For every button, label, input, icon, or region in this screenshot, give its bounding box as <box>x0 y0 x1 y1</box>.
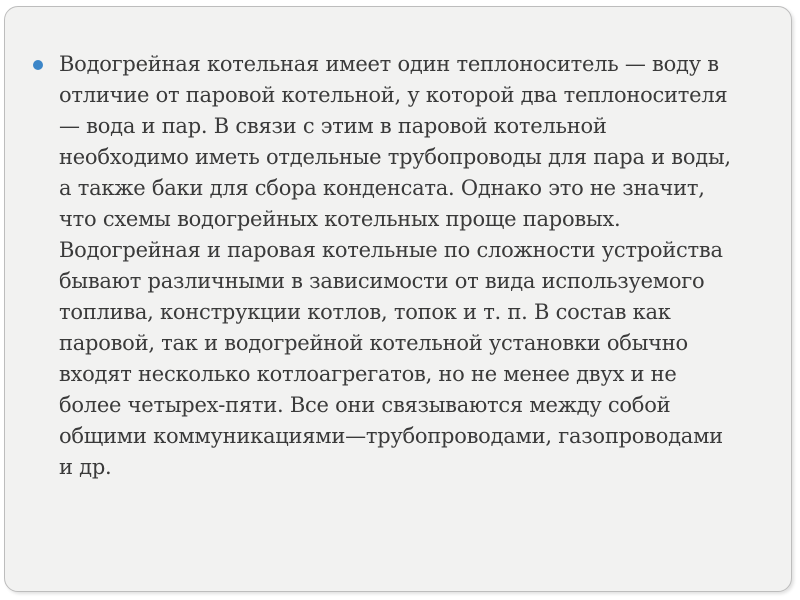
paragraph-line: — вода и пар. В связи с этим в паровой котельной <box>59 114 607 138</box>
paragraph-line: отличие от паровой котельной, у которой два теплоносителя <box>59 83 728 107</box>
paragraph-line: Водогрейная котельная имеет один теплоноситель — воду в <box>59 52 719 76</box>
paragraph-line: входят несколько котлоагрегатов, но не менее двух и не <box>59 362 677 386</box>
paragraph-line: и др. <box>59 455 112 479</box>
paragraph-text <box>59 49 773 483</box>
slide-frame <box>4 6 792 592</box>
paragraph-line: что схемы водогрейных котельных проще паровых. <box>59 207 621 231</box>
paragraph-line: топлива, конструкции котлов, топок и т. п. В состав как <box>59 300 671 324</box>
bullet-paragraph <box>33 49 773 483</box>
paragraph-line: паровой, так и водогрейной котельной установки обычно <box>59 331 688 355</box>
paragraph-line: бывают различными в зависимости от вида используемого <box>59 269 705 293</box>
paragraph-line: общими коммуникациями—трубопроводами, газопроводами <box>59 424 723 448</box>
bullet-icon <box>33 60 43 70</box>
paragraph-line: Водогрейная и паровая котельные по сложности устройства <box>59 238 723 262</box>
paragraph-line: а также баки для сбора конденсата. Однако это не значит, <box>59 176 705 200</box>
paragraph-line: более четырех-пяти. Все они связываются между собой <box>59 393 671 417</box>
paragraph-line: необходимо иметь отдельные трубопроводы для пара и воды, <box>59 145 731 169</box>
